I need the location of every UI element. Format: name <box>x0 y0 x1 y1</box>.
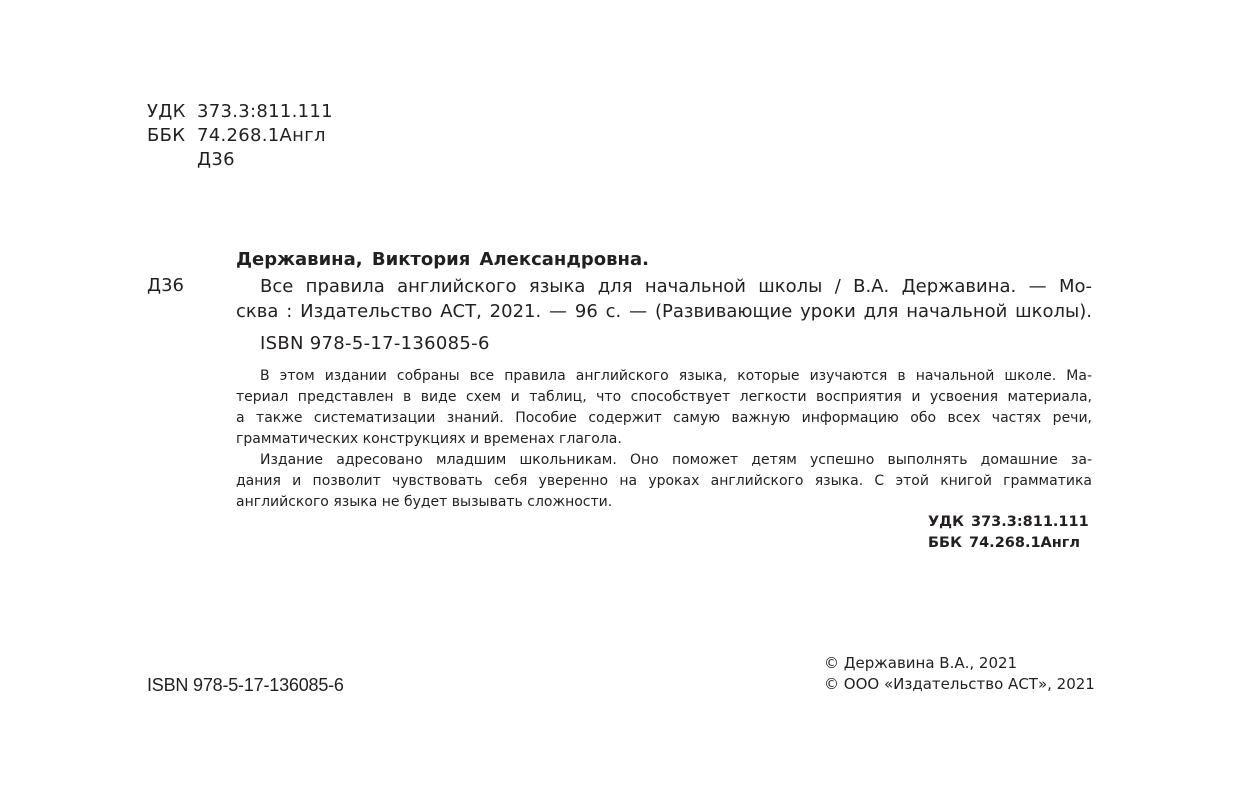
author-mark: Д36 <box>197 149 235 170</box>
bbk-label: ББК <box>147 125 186 146</box>
bibliographic-description <box>236 274 1092 324</box>
annotation-line: а также систематизации знаний. Пособие содержит самую важную информацию обо всех частях речи, <box>236 410 1092 426</box>
title-line: Все правила английского языка для начальной школы / В.А. Державина. — Мо- <box>260 276 1092 297</box>
annotation <box>236 366 1092 513</box>
call-mark: Д36 <box>147 275 184 296</box>
annotation-line: английского языка не будет вызывать сложности. <box>236 494 613 510</box>
isbn-main: ISBN 978-5-17-136085-6 <box>260 333 490 354</box>
annotation-line: дания и позволит чувствовать себя уверенно на уроках английского языка. С этой книгой грамматика <box>236 473 1092 489</box>
isbn-footer: ISBN 978-5-17-136085-6 <box>147 675 344 695</box>
annotation-line: грамматических конструкциях и временах глагола. <box>236 431 622 447</box>
annotation-line: Издание адресовано младшим школьникам. Оно поможет детям успешно выполнять домашние за- <box>260 452 1092 468</box>
bbk-bottom: ББК 74.268.1Англ <box>928 535 1080 551</box>
title-line: сква : Издательство АСТ, 2021. — 96 с. — (Развивающие уроки для начальной школы). <box>236 301 1092 322</box>
udk-value: 373.3:811.111 <box>197 101 333 122</box>
udk-row <box>147 100 333 124</box>
author-heading: Державина, Виктория Александровна. <box>236 249 649 270</box>
copyright-publisher: © ООО «Издательство АСТ», 2021 <box>824 675 1095 693</box>
classification-block-bottom <box>928 512 1089 554</box>
annotation-line: В этом издании собраны все правила английского языка, которые изучаются в начальной школе. Ма- <box>260 368 1092 384</box>
copyright-author: © Державина В.А., 2021 <box>824 654 1018 672</box>
annotation-line: териал представлен в виде схем и таблиц, что способствует легкости восприятия и усвоения материала, <box>236 389 1092 405</box>
author-mark-row <box>147 148 333 172</box>
bbk-row <box>147 124 333 148</box>
udk-label: УДК <box>147 101 186 122</box>
udk-bottom: УДК 373.3:811.111 <box>928 514 1089 530</box>
classification-block-top <box>147 100 333 172</box>
copyright-block <box>824 653 1095 695</box>
bbk-value: 74.268.1Англ <box>197 125 326 146</box>
